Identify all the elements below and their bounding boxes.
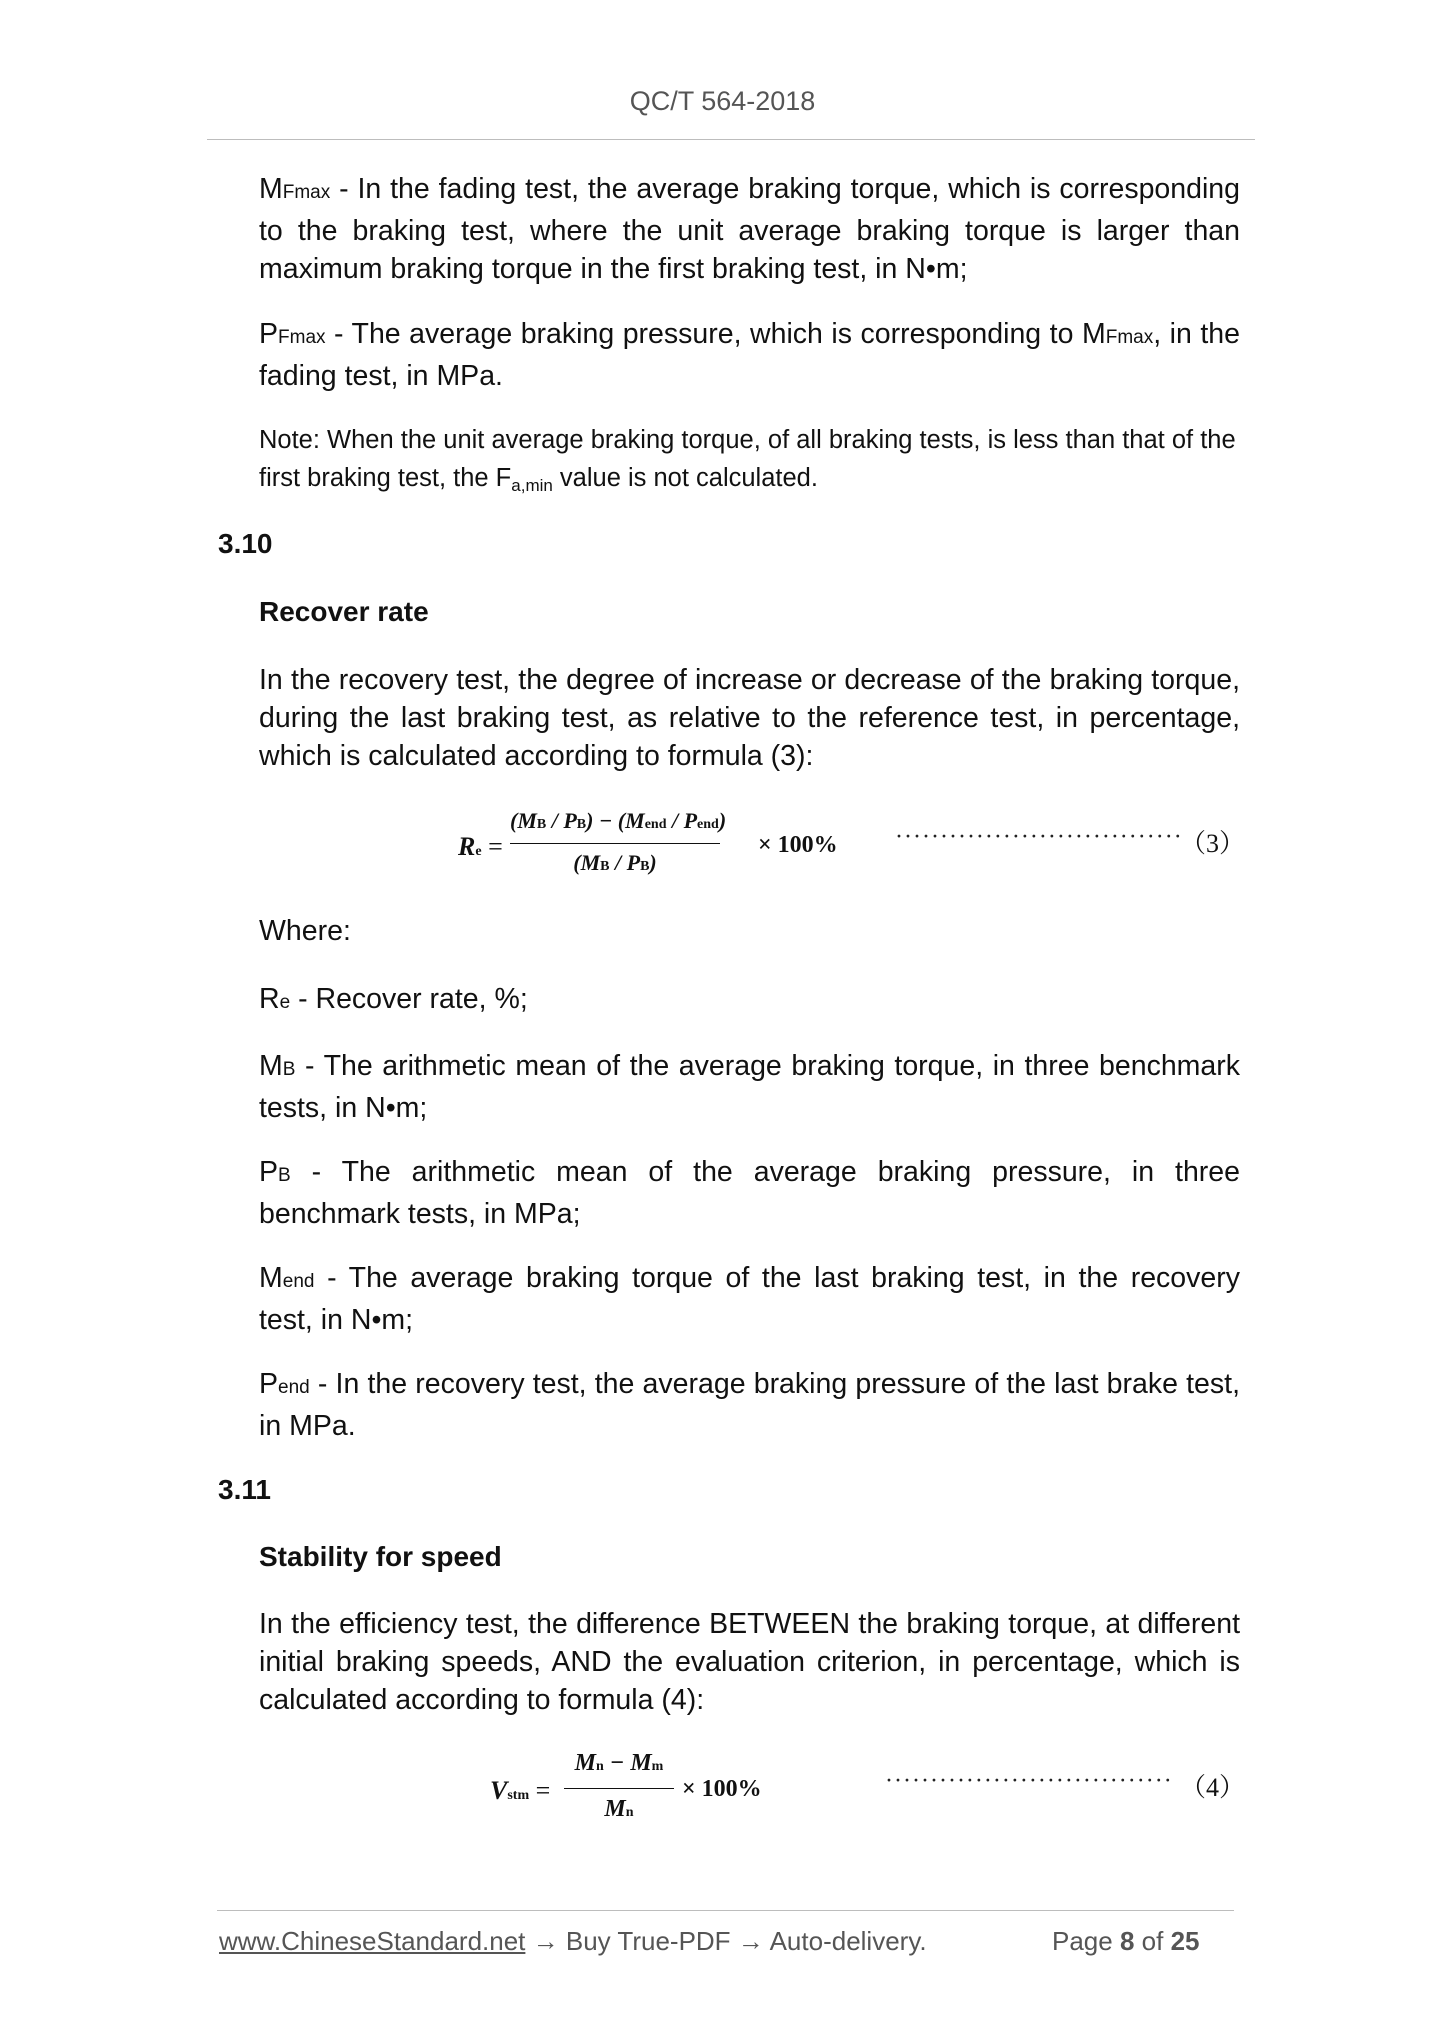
footer-links	[219, 1926, 927, 1957]
definition-pend: Pend - In the recovery test, the average braking pressure of the last brake test, in MPa.	[259, 1368, 1240, 1442]
where-label: Where:	[259, 915, 351, 947]
definition-pfmax: PFmax - The average braking pressure, which is corresponding to MFmax, in the fading test, in MPa.	[259, 318, 1240, 392]
formula-4-times: × 100%	[682, 1776, 762, 1802]
formula-3-numerator: (MB / PB) − (Mend / Pend)	[510, 808, 727, 833]
auto-delivery-text: Auto-delivery.	[769, 1926, 927, 1956]
formula-3-leader-dots: ································	[895, 824, 1183, 850]
chinesestandard-link[interactable]: www.ChineseStandard.net	[219, 1926, 526, 1956]
definition-mend: Mend - The average braking torque of the last braking test, in the recovery test, in N•m;	[259, 1262, 1240, 1336]
formula-4-fraction-bar	[564, 1788, 674, 1789]
definition-mfmax: MFmax - In the fading test, the average braking torque, which is corresponding to the braking test, where the unit average braking torque is larger than maximum braking torque in the first braking test, in N•m;	[259, 173, 1240, 285]
formula-3-lhs: Re =	[458, 832, 503, 861]
section-number-3-10: 3.10	[218, 528, 273, 559]
formula-3-denominator: (MB / PB)	[573, 850, 657, 875]
arrow-right-icon: →	[525, 1926, 566, 1956]
note-paragraph: Note: When the unit average braking torque, of all braking tests, is less than that of the first braking test, the Fa,min value is not calculated.	[259, 426, 1236, 495]
section-title-recover-rate: Recover rate	[259, 596, 429, 627]
section-number-3-11: 3.11	[218, 1474, 271, 1505]
formula-4	[490, 1750, 790, 1834]
formula-4-leader-dots: ································	[885, 1768, 1173, 1794]
page-indicator: Page 8 of 25	[1052, 1926, 1200, 1956]
buy-true-pdf-text: Buy True-PDF	[565, 1926, 731, 1956]
arrow-right-icon: →	[730, 1926, 770, 1956]
recover-rate-intro: In the recovery test, the degree of increase or decrease of the braking torque, during the last braking test, as relative to the reference test, in percentage, which is calculated according to formula (3):	[259, 664, 1240, 772]
page-number: 8	[1119, 1926, 1135, 1956]
formula-3-times: × 100%	[758, 832, 838, 858]
formula-4-number: （4）	[1180, 1773, 1246, 1802]
definition-mb: MB - The arithmetic mean of the average braking torque, in three benchmark tests, in N•m;	[259, 1050, 1240, 1124]
header-divider	[207, 139, 1255, 140]
formula-3-fraction-bar	[510, 843, 720, 844]
definition-re: Re - Recover rate, %;	[259, 983, 528, 1015]
formula-4-denominator: Mn	[604, 1796, 634, 1822]
formula-4-numerator: Mn − Mm	[574, 1750, 664, 1776]
formula-3-number: （3）	[1180, 829, 1246, 858]
definition-pb: PB - The arithmetic mean of the average braking pressure, in three benchmark tests, in MPa;	[259, 1156, 1240, 1230]
page-total: 25	[1170, 1926, 1200, 1956]
stability-intro: In the efficiency test, the difference BETWEEN the braking torque, at different initial braking speeds, AND the evaluation criterion, in percentage, which is calculated according to formula (4):	[259, 1608, 1240, 1716]
formula-4-lhs: Vstm =	[490, 1776, 551, 1805]
footer-divider	[217, 1910, 1234, 1911]
formula-3	[458, 808, 858, 888]
document-code-header: QC/T 564-2018	[629, 86, 816, 116]
section-title-stability-for-speed: Stability for speed	[259, 1541, 502, 1572]
